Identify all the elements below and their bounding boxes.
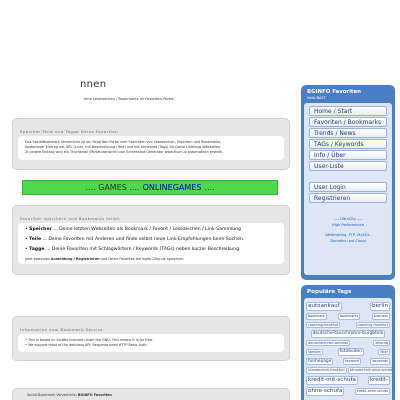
tag-link[interactable]: klimatechnik-frankfurt <box>308 368 345 373</box>
games-banner[interactable] <box>22 180 278 195</box>
about-panel-title: Speicher Teile und Tagge Deine Favoriten <box>20 129 119 134</box>
tag-row <box>306 322 390 328</box>
onlinegames-link[interactable]: ONLINEGAMES <box>142 183 202 192</box>
info-line: • We support most of the delicious API. Requests need HTTP Basic Auth. <box>25 343 148 348</box>
footer-text <box>13 389 289 397</box>
intro-text: eine Lesezeichen / Bookmarks im Favoriten-Portal. <box>84 97 175 101</box>
tag-link[interactable]: berlin <box>370 302 390 311</box>
hosting-ad-line[interactable]: High Performance <box>331 222 365 227</box>
games-banner-suffix: .... <box>204 183 215 192</box>
info-line: • This is based on Scuttle licensed under the GNU. This means it is for free. <box>25 338 154 342</box>
tag-row <box>306 376 390 385</box>
feature-term: Tagge <box>29 247 45 252</box>
features-panel-body <box>18 223 284 264</box>
feature-term: Teile <box>29 237 42 242</box>
info-line-text: This is based on Scuttle licensed under the GNU. This means it is for free. <box>28 338 154 342</box>
nav-register[interactable]: Registrieren <box>309 193 387 203</box>
footer-site-name: BGINFO Favoriten <box>77 393 112 397</box>
feature-item: • Tagge ... Deine Favoriten mit Schlagwörtern / Keywords (TAGs) neben kurzer Beschreibung. <box>25 247 241 252</box>
info-panel <box>12 316 290 361</box>
sidebar-nav-panel <box>304 103 392 275</box>
tag-cloud <box>304 298 392 400</box>
hosting-ad-line[interactable]: Webhosting, FTP, MySQL, <box>325 233 371 238</box>
tag-link[interactable]: kredit-ohne-schufa <box>356 389 388 394</box>
tag-link[interactable]: klimatechnik-ohne-schufa <box>348 367 392 373</box>
hosting-ad-line[interactable]: Domains und Cloud <box>330 238 366 243</box>
tag-link[interactable]: bookmarks <box>339 314 359 319</box>
tag-link[interactable]: coaching-frankfurt <box>308 322 339 327</box>
info-panel-title: Information zum Bookmark-Service <box>20 327 104 332</box>
sidebar <box>301 85 395 280</box>
tag-row <box>306 313 390 319</box>
about-panel-body <box>18 136 284 160</box>
tags-box <box>301 285 395 400</box>
tag-row <box>306 367 390 373</box>
tag-link[interactable]: kredit-mit-schufa <box>306 376 358 385</box>
info-panel-body <box>18 334 284 352</box>
tag-link[interactable]: filter <box>380 349 388 354</box>
footer-panel <box>12 388 290 400</box>
tag-row <box>306 387 390 396</box>
tag-link[interactable]: autoankauf <box>306 302 342 311</box>
register-link[interactable]: Anmeldung / Registrieren <box>50 257 100 261</box>
nav-trends[interactable]: Trends / News <box>309 128 387 138</box>
tag-link[interactable]: keyword <box>344 359 359 364</box>
about-line: Das SocialBookmark Verzeichnis ist ein Favoriten-Portal zum Speichern von Lesezeichen, Favoriten und Bookmarks. <box>25 140 222 144</box>
tag-row <box>306 302 390 311</box>
nav-info[interactable]: Info / Über <box>309 150 387 160</box>
tag-link[interactable]: bookmark <box>308 314 325 319</box>
tags-title: Populäre Tags <box>307 289 352 295</box>
tag-row <box>306 358 390 366</box>
tag-link[interactable]: business <box>373 314 388 319</box>
feature-text: ... Deine Favoriten mit Anderen und finde selbst neue Link-Empfehlungen beim Suchen. <box>41 237 245 242</box>
tag-link[interactable]: die-lenkerinnen-seminar <box>308 340 349 345</box>
sidebar-title: BGINFO Favoriten <box>307 89 361 95</box>
signup-note-prefix: Jetzt kostenlos <box>25 257 51 261</box>
games-banner-prefix: .... GAMES .... <box>85 183 140 192</box>
features-panel <box>12 205 290 275</box>
tag-link[interactable]: kredit- <box>368 376 390 385</box>
feature-term: Speicher <box>29 227 52 232</box>
signup-note-suffix: und Deine Favoriten bei bgifo.12hp.de speichern. <box>99 257 185 261</box>
tag-link[interactable]: ohne-schufa <box>306 387 344 396</box>
signup-note <box>25 257 277 262</box>
tag-row <box>306 330 390 338</box>
tag-link[interactable]: deutsche-tauschrohre-burgbtelo <box>312 330 384 336</box>
tag-link[interactable]: familien <box>308 349 322 354</box>
tag-link[interactable]: keywords <box>372 359 388 364</box>
feature-text: ... Deine Favoriten mit Schlagwörtern / Keywords (TAGs) neben kurzer Beschreibung. <box>44 247 241 252</box>
hosting-ad-line[interactable]: ---- UltraCity ---- <box>333 217 363 221</box>
about-line: Kostenloser Eintrag mit URL (Link), mit Beschreibung (Text) und mit Keywords (Tags) für Deine Lieblings Webseiten. <box>25 145 222 150</box>
features-panel-title: Favoriten speichern und Bookmarks teilen <box>20 216 121 221</box>
info-line-text: We support most of the delicious API. Requests need HTTP Basic Auth. <box>28 343 148 348</box>
tag-row <box>306 340 390 346</box>
about-line: Zu jedem Eintrag wird ein Thumbnail (Miniaturansicht) von Screenshot Generator www.thum.io automatisch erstellt. <box>25 150 223 155</box>
nav-favoriten[interactable]: Favoriten / Bookmarks <box>309 117 387 127</box>
tag-link[interactable]: homepage <box>308 358 332 364</box>
tag-link[interactable]: coaching-frankfurt <box>357 322 388 327</box>
tag-link[interactable]: fotoboden <box>339 348 362 354</box>
feature-text: ... Deine letzten Webseiten als Bookmark / Favorit / Lesezeichen / Link-Sammlung <box>51 227 241 232</box>
tag-row <box>306 348 390 356</box>
about-panel <box>12 118 290 170</box>
nav-home[interactable]: Home / Start <box>309 106 387 116</box>
feature-item: • Teile ... Deine Favoriten mit Anderen und finde selbst neue Link-Empfehlungen beim Suchen. <box>25 237 245 242</box>
tag-link[interactable]: einbrug <box>375 340 388 345</box>
feature-item: • Speicher ... Deine letzten Webseiten als Bookmark / Favorit / Lesezeichen / Link-Sammlung <box>25 227 241 232</box>
sidebar-greeting: Hallo BAST <box>307 96 326 100</box>
nav-tags[interactable]: TAGs / Keywords <box>309 139 387 149</box>
nav-user-login[interactable]: User Login <box>309 182 387 192</box>
main-heading: nnen <box>80 79 107 90</box>
footer-prefix: Social-Bookmark Verzeichnis: <box>27 393 78 397</box>
nav-user-list[interactable]: User-Liste <box>309 161 387 171</box>
